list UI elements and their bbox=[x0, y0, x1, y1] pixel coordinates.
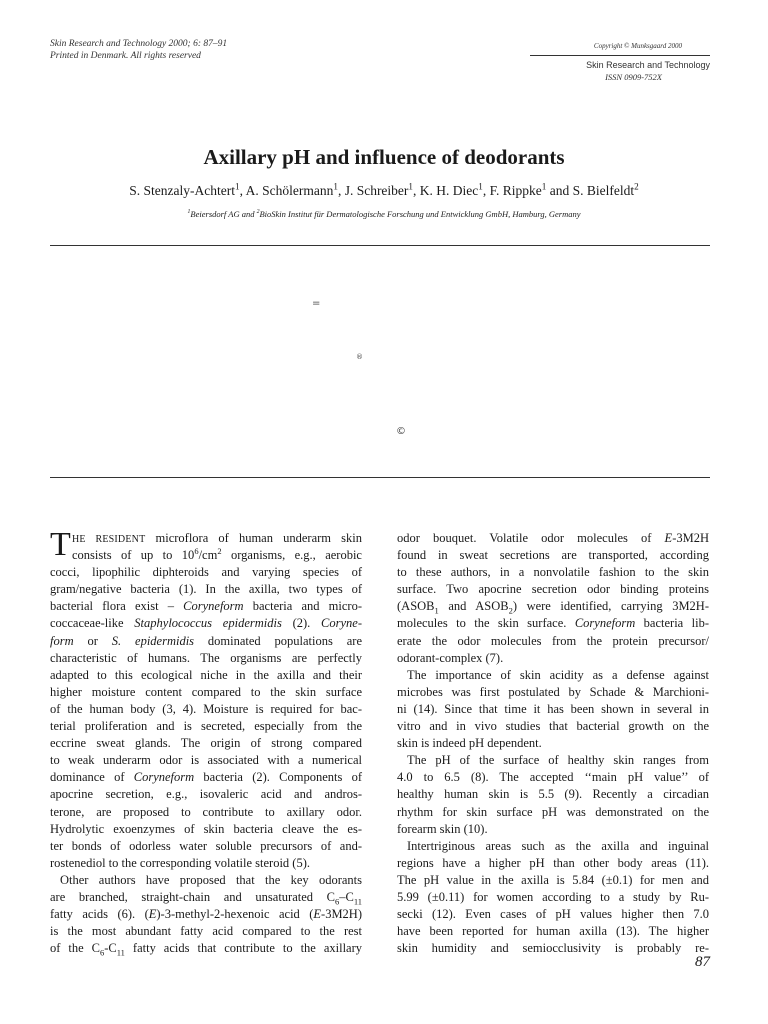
text-run: (ASOB bbox=[397, 599, 435, 614]
text-run: terone, are proposed to contribute to axillary odor. bbox=[50, 804, 362, 819]
text-run: dominated populations are bbox=[194, 633, 362, 648]
text-run: microflora of human underarm skin bbox=[145, 531, 362, 545]
text-run: 11 bbox=[353, 896, 362, 907]
text-line bbox=[397, 855, 709, 872]
text-run: S. epidermidis bbox=[111, 633, 195, 648]
text-line bbox=[397, 650, 709, 667]
text-line bbox=[397, 684, 709, 701]
text-run: E bbox=[313, 907, 322, 922]
text-run: )-3-methyl-2-hexenoic acid ( bbox=[156, 907, 314, 922]
text-run: surface. Two apocrine secretion odor binding proteins bbox=[397, 582, 709, 597]
author-affiliation-marker: 1 bbox=[235, 181, 240, 192]
text-run: skin is indeed pH dependent. bbox=[397, 736, 542, 751]
text-run: found in sweat secretions are transported, according bbox=[397, 548, 709, 563]
text-run: bacteria and micro- bbox=[243, 599, 362, 614]
text-line bbox=[50, 906, 362, 923]
text-line bbox=[50, 598, 362, 615]
text-run: and ASOB bbox=[438, 599, 509, 614]
text-run: 2 bbox=[217, 545, 222, 556]
text-run: bacteria lib- bbox=[635, 616, 709, 631]
text-line bbox=[397, 838, 709, 855]
text-line bbox=[397, 615, 709, 632]
abstract-top-rule bbox=[50, 245, 710, 246]
text-run: molecules to the skin surface. bbox=[397, 616, 575, 631]
text-line bbox=[50, 530, 362, 547]
author-affiliation-marker: 1 bbox=[478, 181, 483, 192]
text-line bbox=[397, 923, 709, 940]
text-run: eccrine sweat glands. The origin of strong compared bbox=[50, 736, 362, 751]
text-run: 5.99 (±0.11) for women according to a study by Ru- bbox=[397, 889, 709, 904]
author-affiliation-marker: 1 bbox=[408, 181, 414, 192]
text-run: -C bbox=[104, 941, 117, 956]
text-line bbox=[50, 615, 362, 632]
abstract-glyph: = bbox=[312, 298, 321, 309]
text-run: Other authors have proposed that the key odorants bbox=[60, 872, 362, 887]
affiliation-2: BioSkin Institut für Dermatologische Forschung und Entwicklung GmbH, Hamburg, Germany bbox=[259, 209, 581, 219]
text-run: 2 bbox=[508, 605, 513, 616]
text-run: HE RESIDENT bbox=[72, 534, 146, 545]
text-run: organisms, e.g., aerobic bbox=[221, 548, 362, 563]
text-run: fatty acids (6). ( bbox=[50, 907, 149, 922]
text-line bbox=[397, 889, 709, 906]
text-run: dominance of bbox=[50, 770, 134, 785]
text-run: are branched, straight-chain and unsaturated C bbox=[50, 889, 335, 904]
page-number: 87 bbox=[695, 954, 710, 970]
text-run: E bbox=[664, 531, 673, 545]
text-line bbox=[50, 564, 362, 581]
text-run: 11 bbox=[116, 947, 125, 958]
author-affiliation-marker: 2 bbox=[634, 181, 639, 192]
text-run: characteristic of humans. The organisms are perfectly bbox=[50, 650, 362, 665]
text-line bbox=[397, 701, 709, 718]
text-run: ) were identified, carrying 3M2H- bbox=[512, 599, 709, 614]
author-affiliation-marker: 1 bbox=[541, 181, 547, 192]
text-line bbox=[397, 821, 709, 838]
text-line bbox=[397, 906, 709, 923]
text-run: forearm skin (10). bbox=[397, 821, 488, 836]
journal-citation: Skin Research and Technology 2000; 6: 87–91 bbox=[50, 39, 228, 49]
text-run: bacterial flora exist – bbox=[50, 599, 184, 614]
body-column-left bbox=[50, 526, 362, 958]
text-line bbox=[397, 752, 709, 769]
text-run: bacteria (2). Components of bbox=[194, 770, 362, 785]
text-line bbox=[50, 872, 362, 889]
text-run: higher moisture content compared to the skin surface bbox=[50, 684, 362, 699]
printed-notice: Printed in Denmark. All rights reserved bbox=[50, 51, 201, 61]
text-run: consists of up to 10 bbox=[72, 548, 195, 563]
author-name: F. Rippke bbox=[489, 183, 542, 198]
text-run: The pH of the surface of healthy skin ranges from bbox=[407, 753, 709, 768]
text-line bbox=[50, 701, 362, 718]
text-run: to these authors, in a nonvolatile fashion to the skin bbox=[397, 565, 709, 580]
text-run: Coryneform bbox=[133, 770, 195, 785]
author-name: K. H. Diec bbox=[419, 183, 479, 198]
text-line bbox=[397, 735, 709, 752]
text-run: Coryne- bbox=[321, 616, 362, 631]
text-run: apocrine secretion, e.g., isovaleric acid and andros- bbox=[50, 787, 362, 802]
text-run: of the human body (3, 4). Moisture is required for bac- bbox=[50, 701, 362, 716]
text-run: ni (14). Since that time it has been shown in several in bbox=[397, 701, 709, 716]
text-line bbox=[50, 650, 362, 667]
text-line bbox=[50, 786, 362, 803]
text-line bbox=[50, 838, 362, 855]
text-run: secki (12). Even cases of pH values higher then 7.0 bbox=[397, 907, 709, 922]
affiliation-marker-2: 2 bbox=[256, 209, 260, 216]
text-run: vitro and in vivo studies that bacterial growth on the bbox=[397, 719, 709, 734]
text-line bbox=[397, 633, 709, 650]
affiliation-marker-1: 1 bbox=[187, 209, 191, 216]
author-name: S. Bielfeldt bbox=[572, 183, 635, 198]
text-run: regions have a higher pH than other body areas (11). bbox=[397, 855, 709, 870]
text-line bbox=[50, 633, 362, 650]
issn: ISSN 0909-752X bbox=[605, 72, 662, 82]
text-run: adapted to this ecological niche in the axilla and their bbox=[50, 667, 362, 682]
text-run: The importance of skin acidity as a defense against bbox=[407, 667, 709, 682]
text-line bbox=[50, 855, 362, 872]
text-line bbox=[397, 804, 709, 821]
text-line bbox=[50, 940, 362, 957]
text-run: 4.0 to 6.5 (8). The accepted ‘‘main pH value’’ of bbox=[397, 770, 709, 785]
text-run: 6 bbox=[194, 545, 199, 556]
author-name: S. Stenzaly-Achtert bbox=[129, 183, 235, 198]
body-column-right bbox=[397, 530, 709, 957]
text-run: to weak underarm odor is associated with a numerical bbox=[50, 753, 362, 768]
affiliations bbox=[0, 209, 768, 219]
journal-name: Skin Research and Technology bbox=[586, 60, 710, 70]
text-run: Hydrolytic exoenzymes of skin bacteria cleave the es- bbox=[50, 821, 362, 836]
text-line bbox=[50, 547, 362, 564]
running-header-left bbox=[50, 38, 227, 62]
text-run: is the most abundant fatty acid compared to the rest bbox=[50, 924, 362, 939]
text-line bbox=[397, 940, 709, 957]
text-run: Coryneform bbox=[183, 599, 244, 614]
text-run: fatty acids that contribute to the axillary bbox=[124, 941, 362, 956]
text-line bbox=[50, 684, 362, 701]
affiliation-1: Beiersdorf AG and bbox=[190, 209, 257, 219]
running-header-right bbox=[530, 40, 710, 83]
text-run: cocci, lipophilic diphteroids and varying species of bbox=[50, 565, 362, 580]
text-run: Staphylococcus epidermidis bbox=[134, 616, 282, 631]
text-run: gram/negative bacteria (1). In the axilla, two types of bbox=[50, 582, 362, 597]
text-line bbox=[397, 530, 709, 547]
text-run: 6 bbox=[100, 947, 105, 958]
text-line bbox=[50, 718, 362, 735]
text-run: of the C bbox=[50, 941, 100, 956]
text-line bbox=[397, 564, 709, 581]
text-run: terial proliferation and is secreted, especially from the bbox=[50, 719, 362, 734]
text-run: -3M2H bbox=[672, 531, 709, 545]
text-run: /cm bbox=[198, 548, 218, 563]
text-line bbox=[50, 821, 362, 838]
text-line bbox=[397, 581, 709, 598]
author-list: S. Stenzaly-Achtert$^1$, A. Schölermann$^1$, J. Schreiber$^1$, K. H. Diec$^1$, F. Rippke$^1$ and S. Bielfeldt$^2$ bbox=[129, 181, 639, 198]
text-line bbox=[397, 547, 709, 564]
text-run: skin humidity and semiocclusivity is probably re- bbox=[397, 941, 709, 956]
text-run: erate the odor molecules from the protein precursor/ bbox=[397, 633, 709, 648]
text-run: microbes was first postulated by Schade & Marchioni- bbox=[397, 684, 709, 699]
text-line bbox=[397, 872, 709, 889]
text-run: coccaceae-like bbox=[50, 616, 135, 631]
text-line bbox=[50, 735, 362, 752]
text-run: Coryneform bbox=[574, 616, 636, 631]
author-name: A. Schölermann bbox=[245, 183, 334, 198]
text-run: rostenediol to the corresponding volatile steroid (5). bbox=[50, 855, 311, 870]
text-line bbox=[50, 804, 362, 821]
article-title: Axillary pH and influence of deodorants bbox=[203, 145, 565, 169]
text-run: The pH value in the axilla is 5.84 (±0.1) for men and bbox=[397, 872, 709, 887]
text-line bbox=[50, 581, 362, 598]
text-run: 6 bbox=[334, 896, 340, 907]
copyright-notice: Copyright © Munksgaard 2000 bbox=[530, 40, 710, 56]
text-run: E bbox=[148, 907, 157, 922]
text-run: odor bouquet. Volatile odor molecules of bbox=[397, 531, 665, 545]
text-run: healthy human skin is 5.5 (9). Recently a circadian bbox=[397, 787, 709, 802]
text-run: ter bonds of odorless water soluble precursors of and- bbox=[50, 838, 362, 853]
text-run: form bbox=[50, 633, 74, 648]
text-line bbox=[50, 769, 362, 786]
abstract-glyph: © bbox=[396, 426, 406, 437]
text-run: (2). bbox=[281, 616, 322, 631]
text-run: 1 bbox=[434, 605, 439, 616]
text-run: Intertriginous areas such as the axilla and inguinal bbox=[407, 838, 709, 853]
text-line bbox=[50, 752, 362, 769]
text-run: –C bbox=[339, 889, 354, 904]
text-line bbox=[50, 667, 362, 684]
text-line bbox=[50, 889, 362, 906]
text-run: rhythm for skin surface pH was demonstrated on the bbox=[397, 804, 709, 819]
drop-cap: T bbox=[50, 526, 71, 563]
text-line bbox=[397, 598, 709, 615]
text-line bbox=[397, 769, 709, 786]
text-line bbox=[397, 718, 709, 735]
abstract-glyph: ® bbox=[356, 353, 363, 361]
text-line bbox=[397, 667, 709, 684]
text-line bbox=[50, 923, 362, 940]
text-run: have been reported for human axilla (13). The higher bbox=[397, 924, 709, 939]
text-line bbox=[397, 786, 709, 803]
text-run: or bbox=[73, 633, 112, 648]
author-affiliation-marker: 1 bbox=[333, 181, 338, 192]
text-run: odorant-complex (7). bbox=[397, 650, 504, 665]
text-run: -3M2H) bbox=[321, 907, 362, 922]
author-name: J. Schreiber bbox=[344, 183, 409, 198]
abstract-bottom-rule bbox=[50, 477, 710, 478]
